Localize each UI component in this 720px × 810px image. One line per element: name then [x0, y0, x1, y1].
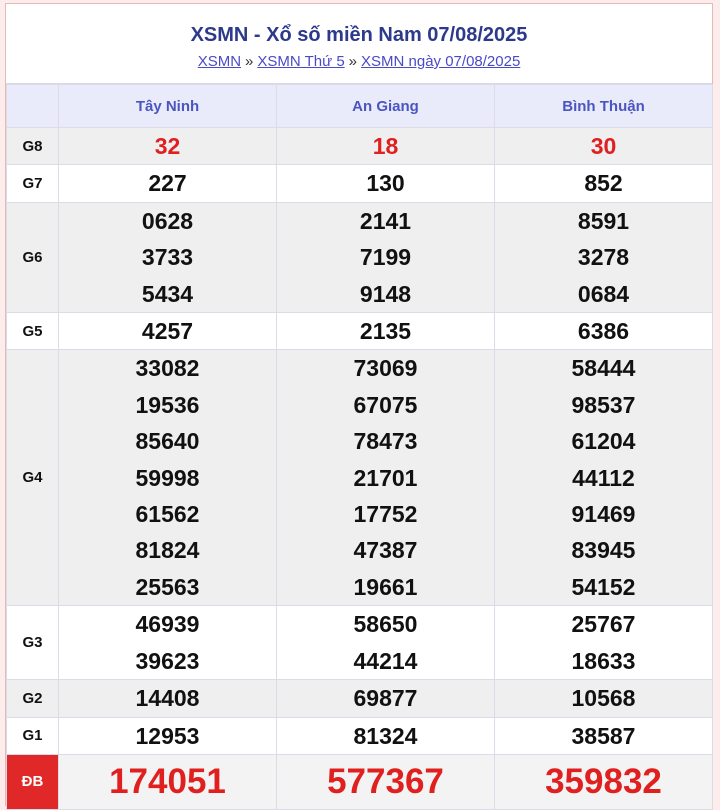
- prize-cell: [277, 717, 495, 754]
- prize-number: 0684: [577, 280, 630, 307]
- prize-number: 58444: [571, 355, 636, 382]
- prize-cell: [495, 717, 713, 754]
- prize-number: 2141: [359, 207, 412, 234]
- prize-cell: [277, 350, 495, 606]
- prize-row-g4: [7, 350, 713, 606]
- prize-number: 25767: [571, 611, 636, 638]
- prize-label: G7: [7, 165, 59, 202]
- prize-number: 81824: [135, 537, 200, 564]
- prize-number: 38587: [571, 722, 636, 749]
- prize-number: 44112: [572, 464, 635, 491]
- prize-number: 61204: [571, 428, 636, 455]
- prize-cell: [59, 350, 277, 606]
- prize-number: 44214: [353, 647, 418, 674]
- prize-cell: [277, 680, 495, 717]
- breadcrumb-date-link[interactable]: XSMN ngày 07/08/2025: [361, 53, 521, 70]
- prize-label: ĐB: [7, 754, 59, 809]
- prize-number: 30: [590, 133, 617, 159]
- prize-number: 19661: [353, 573, 418, 600]
- prize-number: 8591: [577, 207, 630, 234]
- prize-label: G1: [7, 717, 59, 754]
- prize-label: G4: [7, 350, 59, 606]
- province-header-row: [7, 85, 713, 128]
- prize-number: 78473: [353, 428, 418, 455]
- prize-cell: [495, 202, 713, 312]
- prize-cell: [59, 680, 277, 717]
- prize-cell: [59, 754, 277, 809]
- prize-cell: [495, 754, 713, 809]
- prize-number: 7199: [359, 244, 412, 271]
- prize-number: 83945: [571, 537, 636, 564]
- prize-cell: [495, 313, 713, 350]
- special-prize-number: 174051: [109, 761, 226, 801]
- prize-number: 18: [372, 133, 399, 159]
- prize-number: 6386: [577, 318, 630, 345]
- prize-cell: [59, 717, 277, 754]
- results-table: [6, 84, 713, 810]
- breadcrumb-thu5-link[interactable]: XSMN Thứ 5: [257, 53, 345, 70]
- prize-number: 3278: [577, 244, 630, 271]
- prize-number: 12953: [135, 722, 200, 749]
- prize-cell: [495, 350, 713, 606]
- prize-number: 21701: [353, 464, 418, 491]
- prize-number: 10568: [571, 685, 636, 712]
- special-prize-number: 359832: [545, 761, 662, 801]
- province-header[interactable]: Bình Thuận: [495, 85, 713, 128]
- prize-label: G2: [7, 680, 59, 717]
- breadcrumb-xsmn-link[interactable]: XSMN: [197, 53, 242, 70]
- breadcrumb-separator: »: [245, 53, 254, 70]
- prize-number: 58650: [353, 611, 418, 638]
- prize-cell: [495, 606, 713, 680]
- prize-row-g8: [7, 128, 713, 165]
- prize-number: 0628: [141, 207, 194, 234]
- prize-number: 46939: [135, 611, 200, 638]
- prize-number: 25563: [135, 573, 200, 600]
- prize-cell: [59, 165, 277, 202]
- province-header[interactable]: Tây Ninh: [59, 85, 277, 128]
- prize-number: 5434: [141, 280, 194, 307]
- prize-cell: [277, 313, 495, 350]
- breadcrumb: [6, 53, 712, 70]
- province-header[interactable]: An Giang: [277, 85, 495, 128]
- prize-number: 47387: [353, 537, 418, 564]
- prize-label: G3: [7, 606, 59, 680]
- prize-number: 69877: [353, 685, 418, 712]
- prize-number: 85640: [135, 428, 200, 455]
- prize-label: G5: [7, 313, 59, 350]
- prize-number: 9148: [359, 280, 412, 307]
- prize-number: 91469: [571, 501, 636, 528]
- results-header: [6, 4, 712, 84]
- prize-cell: [59, 313, 277, 350]
- prize-row-g1: [7, 717, 713, 754]
- prize-cell: [59, 128, 277, 165]
- prize-number: 32: [154, 133, 181, 159]
- prize-number: 3733: [141, 244, 194, 271]
- prize-label: G8: [7, 128, 59, 165]
- prize-row-g2: [7, 680, 713, 717]
- prize-number: 59998: [135, 464, 200, 491]
- prize-cell: [495, 165, 713, 202]
- prize-cell: [277, 606, 495, 680]
- prize-label: G6: [7, 202, 59, 312]
- prize-number: 73069: [353, 355, 418, 382]
- prize-number: 39623: [135, 647, 200, 674]
- prize-number: 852: [584, 170, 623, 197]
- prize-number: 19536: [135, 391, 200, 418]
- prize-cell: [277, 165, 495, 202]
- prize-number: 81324: [353, 722, 418, 749]
- breadcrumb-separator: »: [348, 53, 358, 70]
- prize-cell: [59, 202, 277, 312]
- prize-row-g7: [7, 165, 713, 202]
- prize-number: 17752: [353, 501, 418, 528]
- prize-number: 227: [148, 170, 187, 197]
- prize-cell: [277, 754, 495, 809]
- corner-cell: [7, 85, 59, 128]
- prize-number: 18633: [571, 647, 636, 674]
- prize-row-g6: [7, 202, 713, 312]
- page-title: XSMN - Xổ số miền Nam 07/08/2025: [190, 24, 528, 46]
- prize-cell: [277, 128, 495, 165]
- prize-number: 54152: [571, 573, 636, 600]
- special-prize-number: 577367: [327, 761, 444, 801]
- prize-cell: [59, 606, 277, 680]
- prize-cell: [495, 680, 713, 717]
- results-card: [5, 3, 713, 806]
- prize-number: 98537: [571, 391, 636, 418]
- prize-number: 4257: [141, 318, 194, 345]
- prize-number: 33082: [135, 355, 200, 382]
- prize-cell: [277, 202, 495, 312]
- prize-cell: [495, 128, 713, 165]
- prize-row-g3: [7, 606, 713, 680]
- prize-number: 61562: [135, 501, 200, 528]
- prize-number: 67075: [353, 391, 418, 418]
- prize-row-g5: [7, 313, 713, 350]
- prize-row-đb: [7, 754, 713, 809]
- prize-number: 14408: [135, 685, 200, 712]
- prize-number: 2135: [359, 318, 412, 345]
- prize-number: 130: [366, 170, 405, 197]
